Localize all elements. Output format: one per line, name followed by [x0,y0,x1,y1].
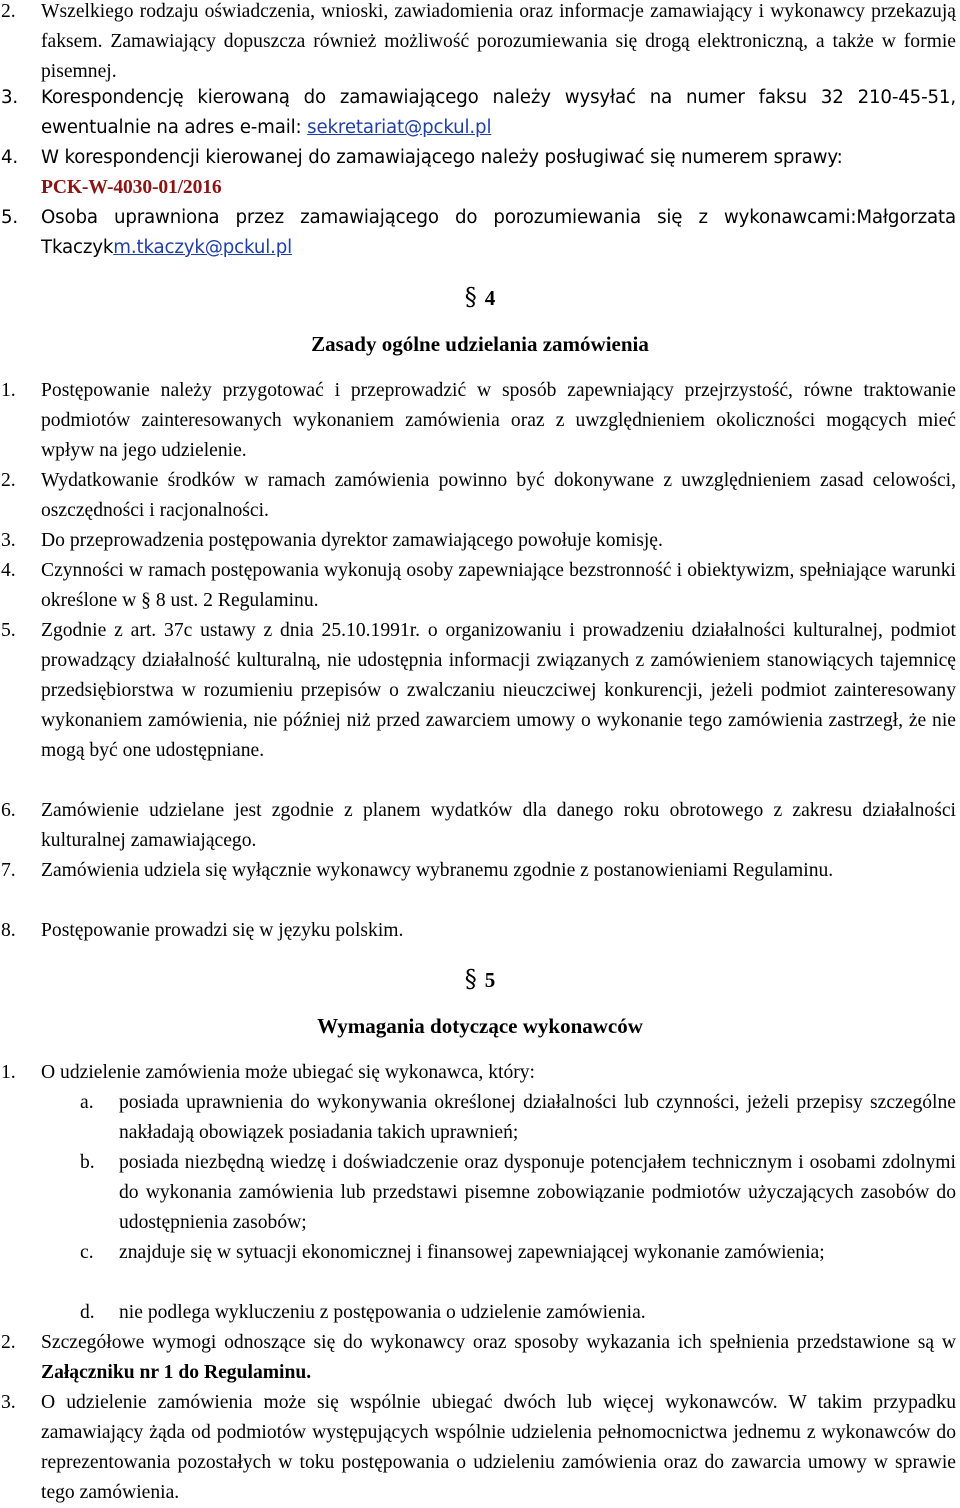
item-text: Zamówienie udzielane jest zgodnie z planem wydatków dla danego roku obrotowego z zakresu działalności kulturalnej zamawiającego. [41,800,956,851]
item-text: Czynności w ramach postępowania wykonują osoby zapewniające bezstronność i obiektywizm, spełniające warunki określone w § 8 ust. 2 Regulaminu. [41,560,956,611]
sub-item-text: posiada niezbędną wiedzę i doświadczenie oraz dysponuje potencjałem technicznym i osobami zdolnymi do wykonania zamówienia lub przedstawi pisemne zobowiązanie podmiotów użyczających zasobów do udostępnienia zasobów; [119,1152,956,1233]
item-text: Postępowanie należy przygotować i przeprowadzić w sposób zapewniający przejrzystość, równe traktowanie podmiotów zainteresowanych wykonaniem zamówienia oraz z uwzględnieniem okoliczności mogących mieć wpływ na jego udzielenie. [41,380,956,461]
item-text-container [41,1328,956,1388]
list-item [0,0,960,87]
sub-item-letter: d. [80,1302,95,1323]
item-number: 3. [1,530,16,551]
section-number-value: 4 [484,286,496,310]
item-text: Osoba uprawniona przez zamawiającego do porozumiewania się z wykonawcami:Małgorzata Tkaczyk [41,207,956,258]
item-number: 7. [1,860,16,881]
item-text: O udzielenie zamówienia może ubiegać się wykonawca, który: [41,1062,536,1083]
section-title: Wymagania dotyczące wykonawców [317,1014,643,1038]
list-item [0,83,960,143]
item-text: Zgodnie z art. 37c ustawy z dnia 25.10.1991r. o organizowaniu i prowadzeniu działalności kulturalnej, podmiot prowadzący działalność kulturalną, nie udostępnia informacji związanych z zamówieniem stanowiących tajemnicę przedsiębiorstwa w rozumieniu przepisów o zwalczaniu nieuczciwej konkurencji, jeżeli podmiot zainteresowany wykonaniem zamówienia, nie później niż przed zawarciem umowy o wykonanie tego zamówienia zastrzegł, że nie mogą być one udostępniane. [41,620,956,761]
item-number: 3. [1,87,19,108]
sub-list-item [0,1148,960,1238]
item-number: 2. [1,1,16,22]
sub-list-item [0,1298,960,1328]
section-symbol: § [464,965,477,993]
item-number: 4. [1,560,16,581]
list-item [0,376,960,466]
item-number: 6. [1,800,16,821]
item-text-container [41,83,956,143]
item-number: 1. [1,1062,16,1083]
list-item [0,1328,960,1388]
item-number: 2. [1,1332,16,1353]
sub-item-letter: a. [80,1092,94,1113]
item-text: O udzielenie zamówienia może się wspólnie ubiegać dwóch lub więcej wykonawców. W takim przypadku zamawiający żąda od podmiotów występujących wspólnie udzielenia pełnomocnictwa jednemu z wykonawców do reprezentowania pozostałych w toku postępowania o udzieleniu zamówienia oraz do zawarcia umowy w sprawie tego zamówienia. [41,1392,956,1503]
item-text-container [41,203,956,263]
list-item [0,616,960,766]
section-number [0,964,960,995]
sub-item-text: posiada uprawnienia do wykonywania określonej działalności lub czynności, jeżeli przepisy szczególne nakładają obowiązek posiadania takich uprawnień; [119,1092,956,1143]
item-text: Wydatkowanie środków w ramach zamówienia powinno być dokonywane z uwzględnieniem zasad celowości, oszczędności i racjonalności. [41,470,956,521]
email-link[interactable]: sekretariat@pckul.pl [307,117,492,138]
sub-item-text: nie podlega wykluczeniu z postępowania o udzielenie zamówienia. [119,1302,646,1323]
sub-list-item [0,1088,960,1148]
item-text-container [41,143,956,203]
attachment-reference: Załączniku nr 1 do Regulaminu. [41,1362,312,1383]
item-text: W korespondencji kierowanej do zamawiającego należy posługiwać się numerem sprawy: [41,147,843,168]
item-number: 3. [1,1392,16,1413]
list-item [0,1058,960,1088]
list-item [0,526,960,556]
sub-item-text: znajduje się w sytuacji ekonomicznej i finansowej zapewniającej wykonanie zamówienia; [119,1242,825,1263]
item-number: 2. [1,470,16,491]
sub-list-item [0,1238,960,1268]
list-item [0,556,960,616]
case-number: PCK-W-4030-01/2016 [41,177,222,198]
section-title: Zasady ogólne udzielania zamówienia [311,332,649,356]
item-text: Postępowanie prowadzi się w języku polskim. [41,920,404,941]
section-number [0,282,960,313]
item-text: Korespondencję kierowaną do zamawiającego należy wysyłać na numer faksu 32 210-45-51, ewentualnie na adres e-mail: [41,87,956,138]
list-item [0,916,960,946]
item-text: Zamówienia udziela się wyłącznie wykonawcy wybranemu zgodnie z postanowieniami Regulaminu. [41,860,834,881]
item-number: 5. [1,620,16,641]
section-number-value: 5 [484,968,496,992]
sub-item-letter: c. [80,1242,94,1263]
list-item [0,796,960,856]
sub-item-letter: b. [80,1152,95,1173]
item-number: 5. [1,207,19,228]
item-number: 4. [1,147,19,168]
list-item [0,856,960,886]
section-symbol: § [464,283,477,311]
list-item [0,203,960,263]
item-number: 8. [1,920,16,941]
list-item [0,143,960,203]
item-text: Wszelkiego rodzaju oświadczenia, wnioski, zawiadomienia oraz informacje zamawiający i wykonawcy przekazują faksem. Zamawiający dopuszcza również możliwość porozumiewania się drogą elektroniczną, a także w formie pisemnej. [41,1,956,82]
list-item [0,1388,960,1508]
item-text: Do przeprowadzenia postępowania dyrektor zamawiającego powołuje komisję. [41,530,663,551]
list-item [0,466,960,526]
email-link[interactable]: m.tkaczyk@pckul.pl [113,237,293,258]
item-number: 1. [1,380,16,401]
item-text: Szczegółowe wymogi odnoszące się do wykonawcy oraz sposoby wykazania ich spełnienia przedstawione są w [41,1332,956,1353]
